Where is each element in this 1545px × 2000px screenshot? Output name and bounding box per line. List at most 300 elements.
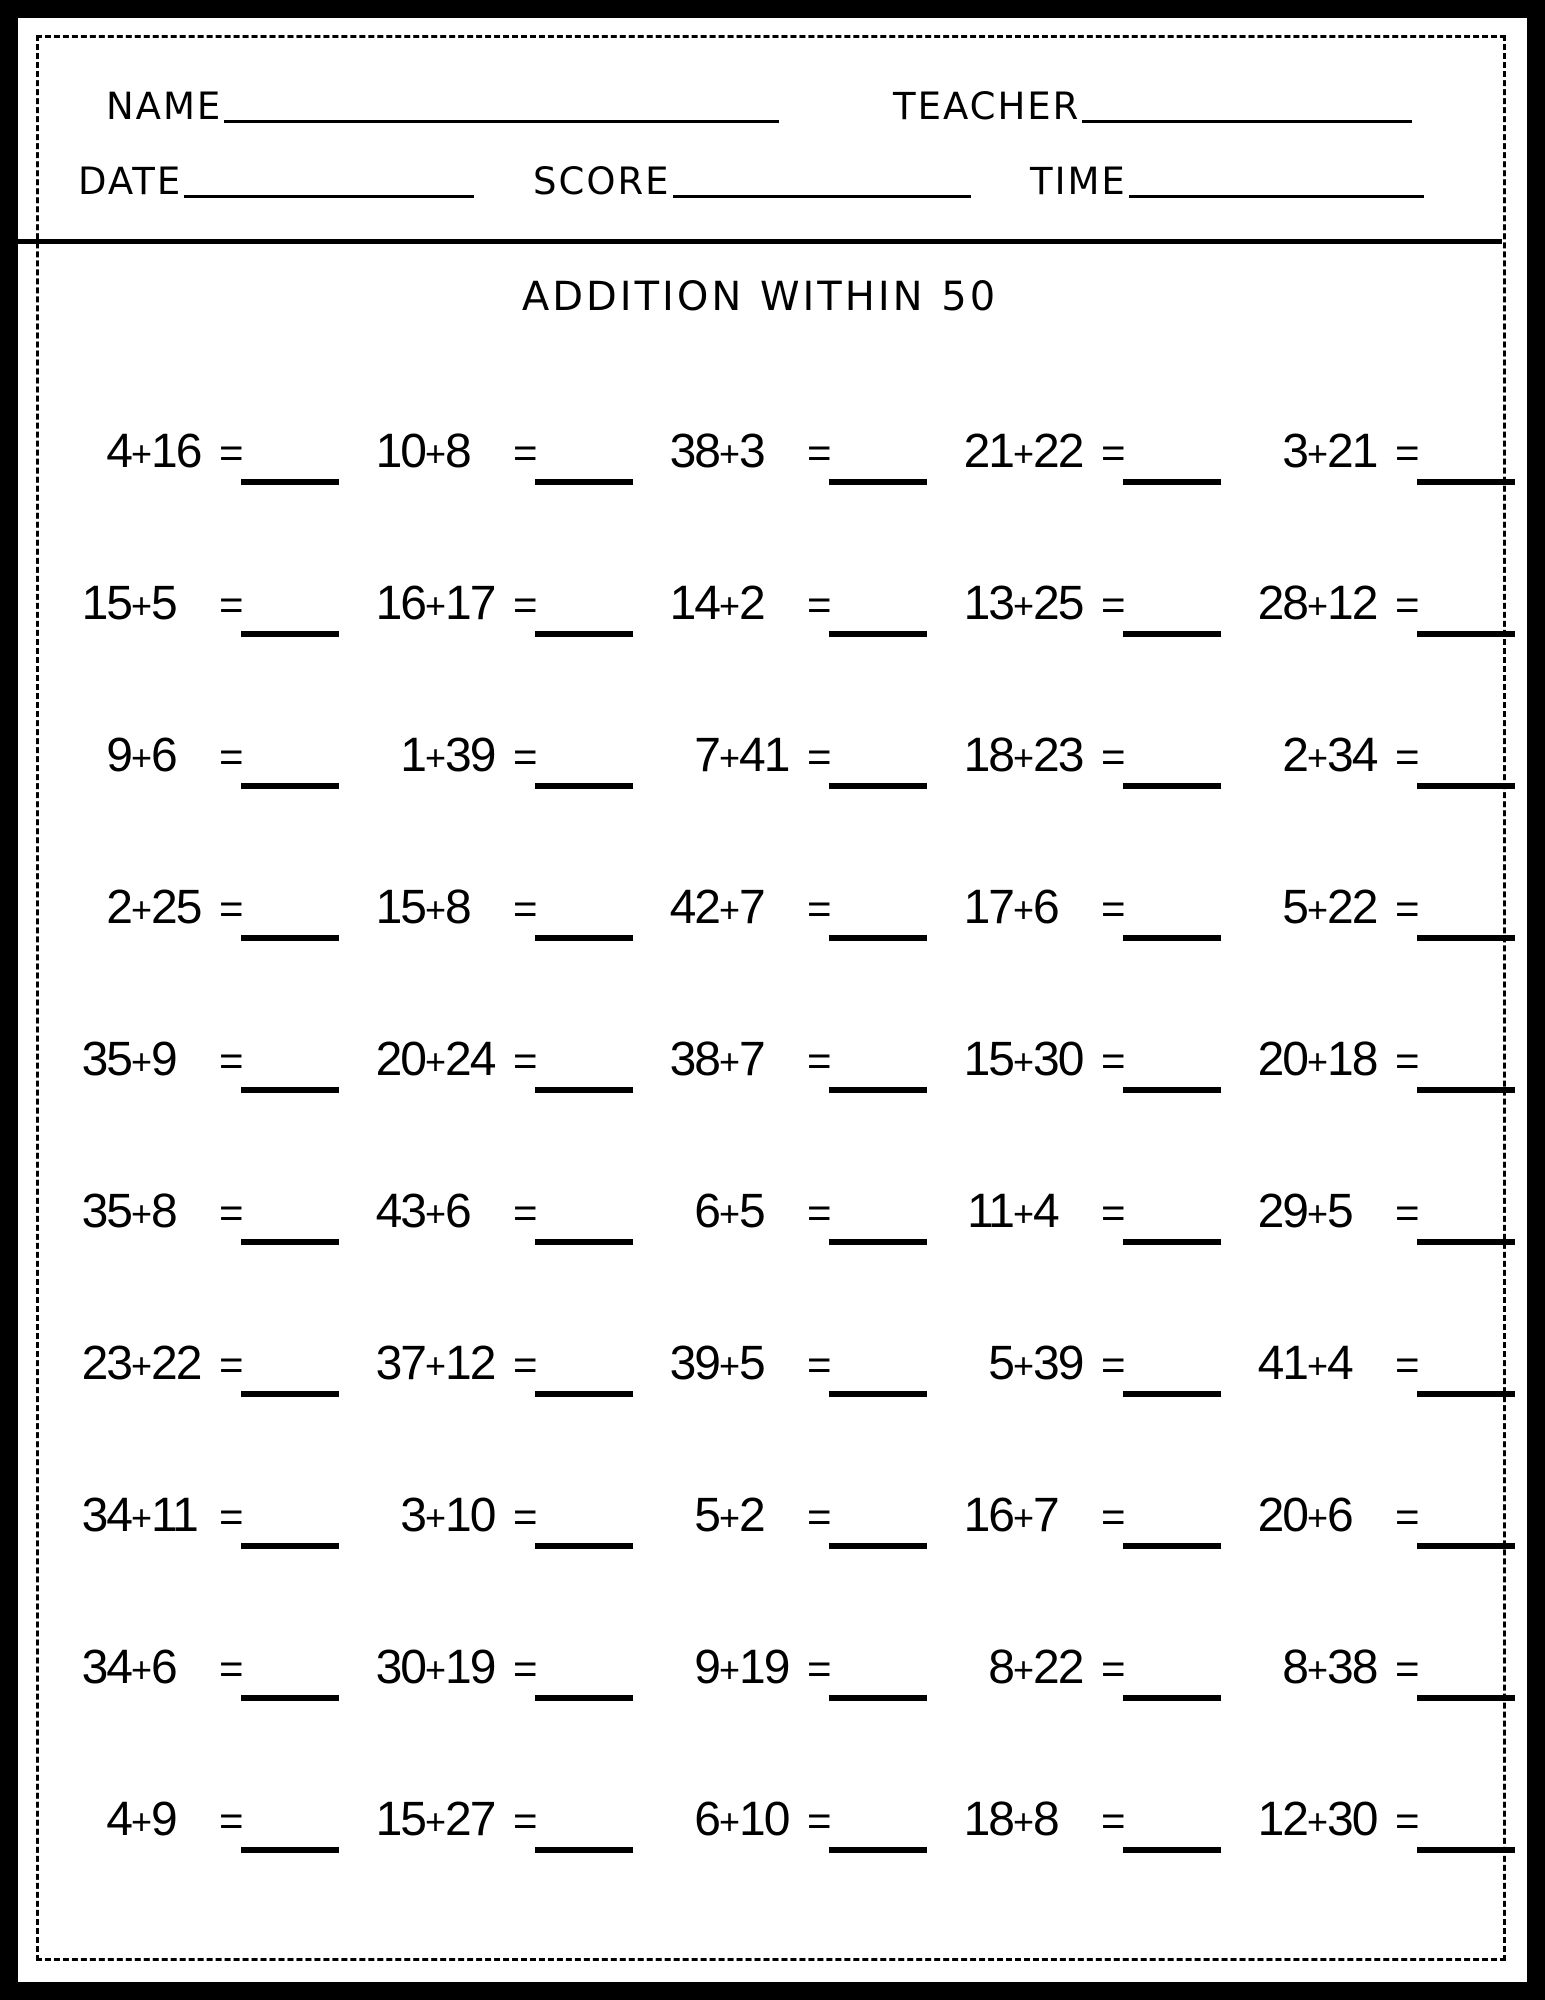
addend-second: 5 (1327, 1185, 1352, 1238)
score-label: SCORE (533, 160, 671, 203)
addend-first: 34 (81, 1641, 131, 1694)
addend-first: 39 (669, 1337, 719, 1390)
addition-problem (1227, 1631, 1497, 1701)
addend-second: 6 (445, 1185, 470, 1238)
addend-second: 17 (445, 577, 495, 630)
addition-problem (1227, 1479, 1497, 1549)
plus-sign: + (131, 1497, 153, 1538)
addend-second: 10 (445, 1489, 495, 1542)
addend-second: 2 (739, 1489, 764, 1542)
addition-problem (1227, 1783, 1497, 1853)
date-blank[interactable] (184, 195, 474, 198)
addend-second: 12 (445, 1337, 495, 1390)
plus-sign: + (719, 889, 741, 930)
plus-sign: + (1013, 737, 1035, 778)
addition-problem (933, 719, 1203, 789)
equals-sign: = (1395, 1037, 1420, 1084)
addition-problem (51, 1783, 321, 1853)
addend-second: 4 (1033, 1185, 1058, 1238)
answer-blank[interactable] (241, 631, 339, 637)
addition-problem (345, 1783, 615, 1853)
teacher-label: TEACHER (893, 85, 1081, 128)
answer-blank[interactable] (1123, 935, 1221, 941)
addend-second: 39 (445, 729, 495, 782)
equals-sign: = (513, 1797, 538, 1844)
addend-second: 5 (151, 577, 176, 630)
addend-second: 24 (445, 1033, 495, 1086)
addition-problem (345, 719, 615, 789)
addend-second: 22 (151, 1337, 201, 1390)
addend-second: 34 (1327, 729, 1377, 782)
answer-blank[interactable] (1417, 783, 1515, 789)
addend-second: 7 (739, 881, 764, 934)
plus-sign: + (425, 433, 447, 474)
answer-blank[interactable] (535, 1239, 633, 1245)
plus-sign: + (719, 1193, 741, 1234)
equals-sign: = (513, 581, 538, 628)
answer-blank[interactable] (241, 1087, 339, 1093)
equals-sign: = (807, 581, 832, 628)
addition-problem (933, 1631, 1203, 1701)
equals-sign: = (219, 581, 244, 628)
addition-problem (51, 567, 321, 637)
plus-sign: + (1013, 433, 1035, 474)
name-blank[interactable] (224, 120, 779, 123)
addend-second: 25 (1033, 577, 1083, 630)
plus-sign: + (1013, 585, 1035, 626)
addition-problem (1227, 1175, 1497, 1245)
teacher-blank[interactable] (1082, 120, 1412, 123)
addend-first: 20 (375, 1033, 425, 1086)
answer-blank[interactable] (241, 1695, 339, 1701)
answer-blank[interactable] (829, 1391, 927, 1397)
addend-first: 37 (375, 1337, 425, 1390)
addend-first: 5 (694, 1489, 719, 1542)
equals-sign: = (807, 733, 832, 780)
plus-sign: + (1013, 1497, 1035, 1538)
answer-blank[interactable] (241, 479, 339, 485)
answer-blank[interactable] (535, 479, 633, 485)
addition-problem (1227, 567, 1497, 637)
addend-second: 19 (445, 1641, 495, 1694)
addend-second: 5 (739, 1337, 764, 1390)
addend-second: 3 (739, 425, 764, 478)
plus-sign: + (1307, 1801, 1329, 1842)
answer-blank[interactable] (1417, 1239, 1515, 1245)
plus-sign: + (1307, 585, 1329, 626)
answer-blank[interactable] (1123, 1543, 1221, 1549)
addend-first: 4 (106, 1793, 131, 1846)
answer-blank[interactable] (829, 935, 927, 941)
answer-blank[interactable] (535, 1391, 633, 1397)
answer-blank[interactable] (829, 1087, 927, 1093)
addition-problem (1227, 871, 1497, 941)
equals-sign: = (807, 1037, 832, 1084)
equals-sign: = (513, 733, 538, 780)
time-field[interactable] (1030, 160, 1424, 203)
answer-blank[interactable] (1417, 1391, 1515, 1397)
addend-first: 28 (1257, 577, 1307, 630)
equals-sign: = (1395, 1493, 1420, 1540)
answer-blank[interactable] (1123, 1391, 1221, 1397)
equals-sign: = (1395, 1645, 1420, 1692)
addend-first: 38 (669, 1033, 719, 1086)
answer-blank[interactable] (1417, 1695, 1515, 1701)
addend-second: 7 (739, 1033, 764, 1086)
plus-sign: + (425, 737, 447, 778)
plus-sign: + (719, 1649, 741, 1690)
addend-first: 12 (1257, 1793, 1307, 1846)
addend-first: 15 (375, 1793, 425, 1846)
plus-sign: + (719, 1801, 741, 1842)
addend-first: 29 (1257, 1185, 1307, 1238)
addend-second: 10 (739, 1793, 789, 1846)
answer-blank[interactable] (1417, 631, 1515, 637)
plus-sign: + (719, 1345, 741, 1386)
plus-sign: + (425, 889, 447, 930)
plus-sign: + (425, 1649, 447, 1690)
addition-problem (51, 719, 321, 789)
addend-second: 6 (1033, 881, 1058, 934)
addition-problem (933, 415, 1203, 485)
equals-sign: = (1395, 1341, 1420, 1388)
time-label: TIME (1030, 160, 1127, 203)
plus-sign: + (425, 1801, 447, 1842)
equals-sign: = (219, 885, 244, 932)
equals-sign: = (219, 1493, 244, 1540)
answer-blank[interactable] (829, 479, 927, 485)
addend-first: 13 (963, 577, 1013, 630)
addition-problem (639, 871, 909, 941)
addend-first: 15 (81, 577, 131, 630)
answer-blank[interactable] (1123, 1847, 1221, 1853)
addend-second: 6 (151, 1641, 176, 1694)
addition-problem (639, 1783, 909, 1853)
addition-problem (639, 1175, 909, 1245)
equals-sign: = (219, 1189, 244, 1236)
teacher-field[interactable] (893, 85, 1412, 128)
addition-problem (1227, 415, 1497, 485)
plus-sign: + (719, 585, 741, 626)
addend-first: 3 (400, 1489, 425, 1542)
answer-blank[interactable] (1417, 479, 1515, 485)
addend-first: 2 (1282, 729, 1307, 782)
plus-sign: + (131, 585, 153, 626)
answer-blank[interactable] (241, 1847, 339, 1853)
equals-sign: = (513, 1645, 538, 1692)
answer-blank[interactable] (1123, 783, 1221, 789)
addend-first: 18 (963, 1793, 1013, 1846)
addend-second: 8 (1033, 1793, 1058, 1846)
equals-sign: = (1395, 429, 1420, 476)
addition-problem (639, 1631, 909, 1701)
addend-second: 2 (739, 577, 764, 630)
equals-sign: = (807, 429, 832, 476)
answer-blank[interactable] (535, 1543, 633, 1549)
plus-sign: + (1013, 1041, 1035, 1082)
addend-second: 22 (1033, 425, 1083, 478)
addition-problem (345, 871, 615, 941)
answer-blank[interactable] (535, 1695, 633, 1701)
addition-problem (345, 1479, 615, 1549)
equals-sign: = (807, 1797, 832, 1844)
equals-sign: = (1101, 1037, 1126, 1084)
header-divider (18, 239, 1502, 244)
plus-sign: + (1013, 1649, 1035, 1690)
addition-problem (933, 1023, 1203, 1093)
addend-second: 8 (445, 425, 470, 478)
addend-second: 19 (739, 1641, 789, 1694)
addition-problem (51, 1175, 321, 1245)
answer-blank[interactable] (1123, 1695, 1221, 1701)
equals-sign: = (807, 1189, 832, 1236)
addition-problem (345, 1631, 615, 1701)
addend-first: 15 (963, 1033, 1013, 1086)
plus-sign: + (131, 1649, 153, 1690)
addend-first: 30 (375, 1641, 425, 1694)
equals-sign: = (1101, 581, 1126, 628)
plus-sign: + (131, 1041, 153, 1082)
answer-blank[interactable] (829, 1695, 927, 1701)
equals-sign: = (513, 1341, 538, 1388)
addition-problem (1227, 719, 1497, 789)
equals-sign: = (807, 1645, 832, 1692)
equals-sign: = (1101, 1341, 1126, 1388)
equals-sign: = (219, 1037, 244, 1084)
plus-sign: + (1307, 1497, 1329, 1538)
plus-sign: + (131, 1801, 153, 1842)
name-field[interactable] (106, 85, 779, 128)
addition-problem (51, 1327, 321, 1397)
plus-sign: + (425, 1193, 447, 1234)
answer-blank[interactable] (241, 1391, 339, 1397)
answer-blank[interactable] (829, 1543, 927, 1549)
addend-first: 1 (400, 729, 425, 782)
addend-second: 18 (1327, 1033, 1377, 1086)
addend-first: 41 (1257, 1337, 1307, 1390)
score-field[interactable] (533, 160, 971, 203)
plus-sign: + (719, 433, 741, 474)
addition-problem (639, 1479, 909, 1549)
addition-problem (933, 1783, 1203, 1853)
equals-sign: = (807, 1493, 832, 1540)
plus-sign: + (1307, 433, 1329, 474)
addition-problem (51, 1631, 321, 1701)
answer-blank[interactable] (535, 935, 633, 941)
addend-first: 20 (1257, 1489, 1307, 1542)
addend-first: 7 (694, 729, 719, 782)
addend-second: 9 (151, 1793, 176, 1846)
plus-sign: + (1307, 1649, 1329, 1690)
addend-second: 30 (1327, 1793, 1377, 1846)
addend-second: 23 (1033, 729, 1083, 782)
plus-sign: + (131, 433, 153, 474)
addition-problem (933, 871, 1203, 941)
worksheet-title: ADDITION WITHIN 50 (521, 274, 999, 320)
equals-sign: = (1395, 733, 1420, 780)
answer-blank[interactable] (535, 783, 633, 789)
plus-sign: + (719, 1041, 741, 1082)
addend-first: 35 (81, 1033, 131, 1086)
addend-second: 22 (1327, 881, 1377, 934)
addend-second: 25 (151, 881, 201, 934)
addition-problem (933, 1327, 1203, 1397)
addition-problem (933, 567, 1203, 637)
answer-blank[interactable] (829, 783, 927, 789)
plus-sign: + (1013, 1193, 1035, 1234)
plus-sign: + (131, 889, 153, 930)
answer-blank[interactable] (1123, 631, 1221, 637)
addend-first: 11 (967, 1185, 1013, 1238)
answer-blank[interactable] (829, 631, 927, 637)
answer-blank[interactable] (1417, 935, 1515, 941)
equals-sign: = (807, 1341, 832, 1388)
answer-blank[interactable] (829, 1847, 927, 1853)
addend-first: 9 (694, 1641, 719, 1694)
addend-second: 6 (1327, 1489, 1352, 1542)
addend-first: 2 (106, 881, 131, 934)
answer-blank[interactable] (1123, 1087, 1221, 1093)
answer-blank[interactable] (241, 1239, 339, 1245)
answer-blank[interactable] (535, 631, 633, 637)
addend-second: 4 (1327, 1337, 1352, 1390)
addition-problem (639, 1023, 909, 1093)
addition-problem (639, 1327, 909, 1397)
plus-sign: + (425, 1497, 447, 1538)
addition-problem (639, 719, 909, 789)
name-label: NAME (106, 85, 223, 128)
addend-first: 17 (963, 881, 1013, 934)
addend-second: 41 (739, 729, 789, 782)
addend-second: 16 (151, 425, 201, 478)
plus-sign: + (131, 1193, 153, 1234)
answer-blank[interactable] (1417, 1847, 1515, 1853)
addend-first: 14 (669, 577, 719, 630)
addend-first: 15 (375, 881, 425, 934)
addend-first: 18 (963, 729, 1013, 782)
addition-problem (51, 415, 321, 485)
addend-first: 3 (1282, 425, 1307, 478)
addend-first: 21 (963, 425, 1013, 478)
addend-first: 16 (963, 1489, 1013, 1542)
plus-sign: + (1013, 1801, 1035, 1842)
answer-blank[interactable] (1123, 1239, 1221, 1245)
plus-sign: + (719, 737, 741, 778)
addend-first: 43 (375, 1185, 425, 1238)
equals-sign: = (1395, 581, 1420, 628)
equals-sign: = (513, 429, 538, 476)
equals-sign: = (1395, 885, 1420, 932)
answer-blank[interactable] (241, 935, 339, 941)
addend-second: 21 (1327, 425, 1377, 478)
plus-sign: + (1307, 1345, 1329, 1386)
answer-blank[interactable] (1123, 479, 1221, 485)
answer-blank[interactable] (1417, 1087, 1515, 1093)
addend-first: 5 (1282, 881, 1307, 934)
answer-blank[interactable] (241, 783, 339, 789)
addend-first: 6 (694, 1185, 719, 1238)
answer-blank[interactable] (535, 1847, 633, 1853)
addition-problem (345, 415, 615, 485)
addition-problem (933, 1175, 1203, 1245)
addition-problem (345, 1175, 615, 1245)
addend-first: 5 (988, 1337, 1013, 1390)
plus-sign: + (1013, 1345, 1035, 1386)
equals-sign: = (219, 1797, 244, 1844)
addend-first: 38 (669, 425, 719, 478)
answer-blank[interactable] (829, 1239, 927, 1245)
addend-first: 8 (988, 1641, 1013, 1694)
addition-problem (51, 1023, 321, 1093)
addend-second: 5 (739, 1185, 764, 1238)
addend-first: 34 (81, 1489, 131, 1542)
addend-second: 27 (445, 1793, 495, 1846)
answer-blank[interactable] (241, 1543, 339, 1549)
equals-sign: = (1395, 1797, 1420, 1844)
equals-sign: = (1395, 1189, 1420, 1236)
equals-sign: = (1101, 885, 1126, 932)
addend-second: 30 (1033, 1033, 1083, 1086)
addend-first: 35 (81, 1185, 131, 1238)
equals-sign: = (1101, 1645, 1126, 1692)
plus-sign: + (1307, 1041, 1329, 1082)
time-blank[interactable] (1129, 195, 1424, 198)
addend-second: 12 (1327, 577, 1377, 630)
addend-second: 38 (1327, 1641, 1377, 1694)
score-blank[interactable] (673, 195, 971, 198)
addend-second: 8 (445, 881, 470, 934)
plus-sign: + (425, 1345, 447, 1386)
addition-problem (639, 415, 909, 485)
equals-sign: = (219, 733, 244, 780)
equals-sign: = (513, 885, 538, 932)
equals-sign: = (219, 1645, 244, 1692)
plus-sign: + (1307, 889, 1329, 930)
equals-sign: = (1101, 429, 1126, 476)
equals-sign: = (1101, 1189, 1126, 1236)
date-field[interactable] (78, 160, 474, 203)
addend-second: 22 (1033, 1641, 1083, 1694)
answer-blank[interactable] (535, 1087, 633, 1093)
worksheet-page (18, 18, 1527, 1982)
plus-sign: + (425, 585, 447, 626)
plus-sign: + (425, 1041, 447, 1082)
equals-sign: = (219, 429, 244, 476)
addend-first: 6 (694, 1793, 719, 1846)
equals-sign: = (513, 1189, 538, 1236)
addend-first: 42 (669, 881, 719, 934)
addend-second: 11 (151, 1489, 197, 1542)
addend-first: 8 (1282, 1641, 1307, 1694)
date-label: DATE (78, 160, 183, 203)
addend-second: 8 (151, 1185, 176, 1238)
answer-blank[interactable] (1417, 1543, 1515, 1549)
equals-sign: = (513, 1037, 538, 1084)
addition-problem (639, 567, 909, 637)
addend-first: 16 (375, 577, 425, 630)
addend-first: 23 (81, 1337, 131, 1390)
addition-problem (51, 1479, 321, 1549)
addition-problem (1227, 1023, 1497, 1093)
addend-second: 6 (151, 729, 176, 782)
plus-sign: + (131, 737, 153, 778)
equals-sign: = (1101, 1797, 1126, 1844)
plus-sign: + (1307, 1193, 1329, 1234)
equals-sign: = (807, 885, 832, 932)
addition-problem (345, 567, 615, 637)
addition-problem (345, 1327, 615, 1397)
equals-sign: = (513, 1493, 538, 1540)
